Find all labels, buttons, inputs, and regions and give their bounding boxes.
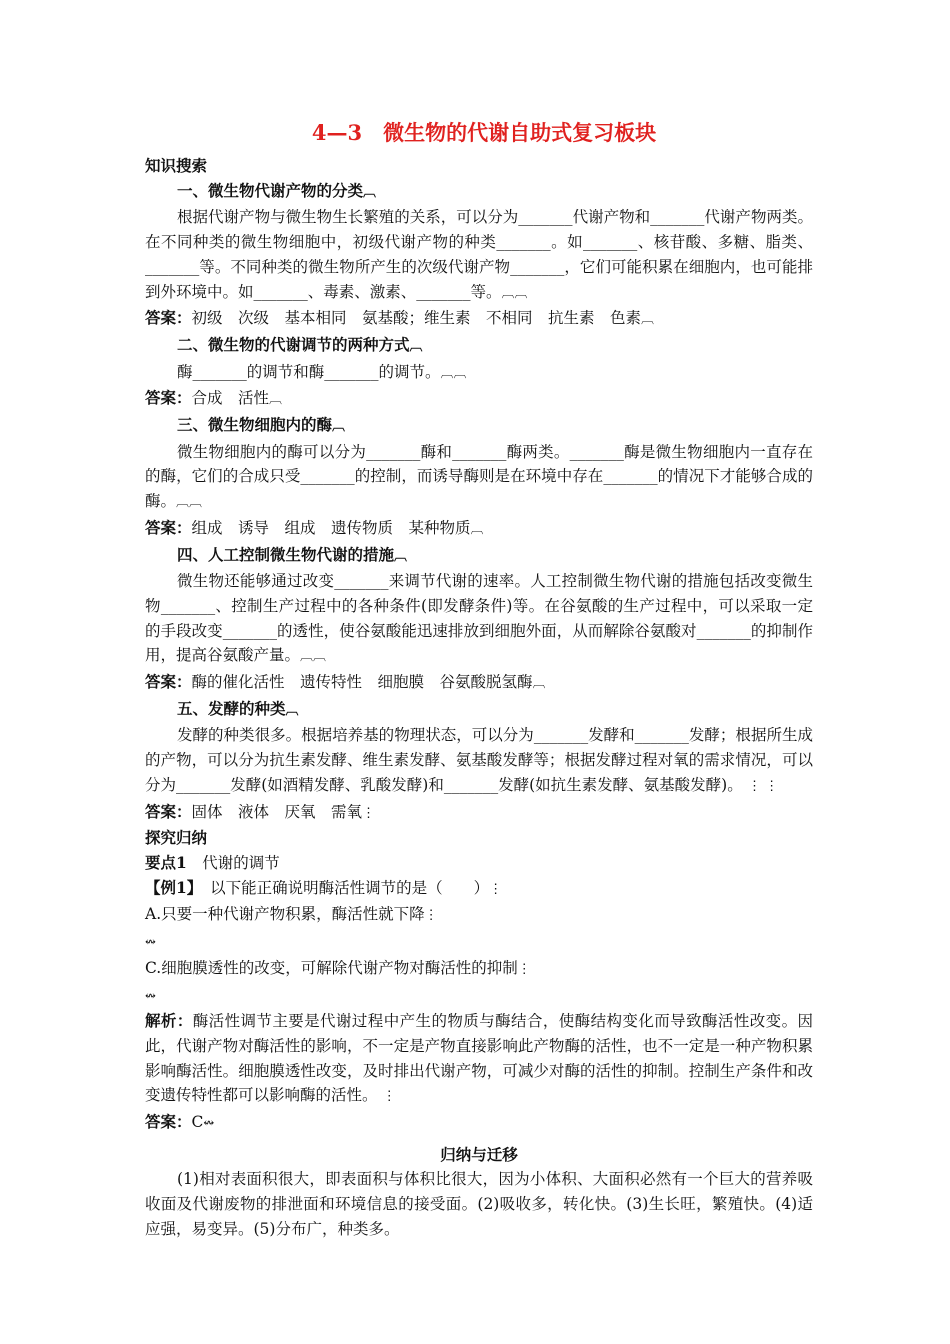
example-answer: 答案：C↭ [145,1112,215,1132]
section-1-answer: 答案：初级 次级 基本相同 氨基酸；维生素 不相同 抗生素 色素︹ [145,308,655,328]
summary-heading: 归纳与迁移 [440,1144,518,1164]
section-3-answer: 答案：组成 诱导 组成 遗传物质 某种物质︹ [145,517,484,537]
section-4-heading: 四、人工控制微生物代谢的措施︹ [177,544,408,564]
section-5-body: 发酵的种类很多。根据培养基的物理状态，可以分为_______发酵和_______发酵；根据所生成的产物，可以分为抗生素发酵、维生素发酵、氨基酸发酵等；根据发酵过程对氧的需求情况，可以分为_______发酵(如酒精发酵、乳酸发酵)和_______发酵(如抗生素发酵、氨基酸发酵)。 ⋮ ⋮ [145,726,813,794]
section-4-answer: 答案：酶的催化活性 遗传特性 细胞膜 谷氨酸脱氢酶︹ [145,672,546,692]
example-option-c: C.细胞膜透性的改变，可解除代谢产物对酶活性的抑制⋮ [145,958,531,977]
section-2-answer: 答案：合成 活性︹ [145,388,283,408]
section-1-body: 根据代谢产物与微生物生长繁殖的关系，可以分为_______代谢产物和_______代谢产物两类。在不同种类的微生物细胞中，初级代谢产物的种类_______。如_______、核苷酸、多糖、脂类、_______等。不同种类的微生物所产生的次级代谢产物_______，它们可能积累在细胞内，也可能排到外环境中。如_______、毒素、激素、_______等。︹︹ [145,208,813,301]
omitted-mark-icon: ↭ [145,935,156,951]
document-title: 4—3 微生物的代谢自助式复习板块 [311,120,657,145]
example-question: 【例1】 以下能正确说明酶活性调节的是（ ）⋮ [145,877,503,897]
section-4-body: 微生物还能够通过改变_______来调节代谢的速率。人工控制微生物代谢的措施包括改变微生物_______、控制生产过程中的各种条件(即发酵条件)等。在谷氨酸的生产过程中，可以采取一定的手段改变_______的透性，使谷氨酸能迅速排放到细胞外面，从而解除谷氨酸对_______的抑制作用，提高谷氨酸产量。︹︹ [145,572,813,665]
section-2-body: 酶_______的调节和酶_______的调节。︹︹ [177,362,467,381]
section-2-heading: 二、微生物的代谢调节的两种方式︹ [177,334,423,354]
example-analysis: 解析：酶活性调节主要是代谢过程中产生的物质与酶结合，使酶结构变化而导致酶活性改变。因此，代谢产物对酶活性的影响，不一定是产物直接影响此产物酶的活性，也不一定是一种产物积累影响酶活性。细胞膜透性改变，及时排出代谢产物，可减少对酶的活性的抑制。控制生产条件和改变遗传特性都可以影响酶的活性。 ⋮ [145,1011,813,1105]
omitted-mark-icon: ↭ [145,988,156,1004]
section-1-heading: 一、微生物代谢产物的分类︹ [177,180,377,200]
summary-body: (1)相对表面积很大，即表面积与体积比很大，因为小体积、大面积必然有一个巨大的营养吸收面及代谢废物的排泄面和环境信息的接受面。(2)吸收多，转化快。(3)生长旺，繁殖快。(4)适应强，易变异。(5)分布广，种类多。 [145,1170,813,1238]
section-5-heading: 五、发酵的种类︹ [177,698,299,718]
section-3-body: 微生物细胞内的酶可以分为_______酶和_______酶两类。_______酶是微生物细胞内一直存在的酶，它们的合成只受_______的控制，而诱导酶则是在环境中存在_______的情况下才能够合成的酶。︹︹ [145,442,813,511]
heading-tanjiu: 探究归纳 [145,828,208,848]
section-3-heading: 三、微生物细胞内的酶︹ [177,415,346,435]
key-point: 要点1 代谢的调节 [145,852,280,872]
document-page [145,118,813,1242]
example-option-a: A.只要一种代谢产物积累，酶活性就下降⋮ [145,905,438,924]
heading-zhishi: 知识搜索 [145,156,208,175]
section-5-answer: 答案：固体 液体 厌氧 需氧⋮ [145,801,376,821]
